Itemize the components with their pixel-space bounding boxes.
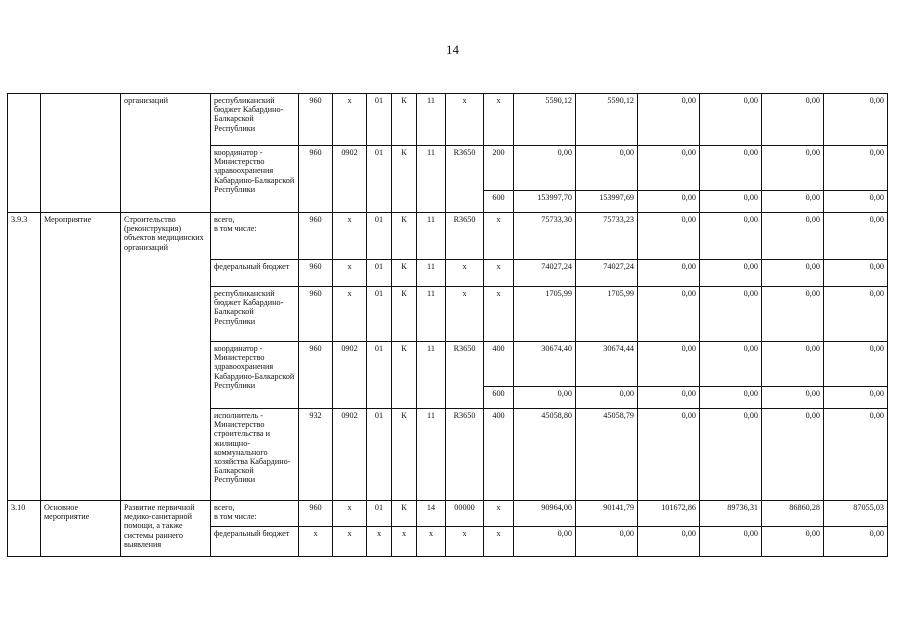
nr-cell: x bbox=[446, 287, 484, 342]
value-cell-v6: 0,00 bbox=[824, 260, 888, 287]
vr-cell: 400 bbox=[484, 409, 514, 501]
value-cell-v1: 30674,40 bbox=[514, 342, 576, 387]
value-cell-v1: 75733,30 bbox=[514, 213, 576, 260]
value-cell-v2: 1705,99 bbox=[576, 287, 638, 342]
participant-cell: республиканский бюджет Кабардино-Балкарской Республики bbox=[211, 94, 299, 146]
value-cell-v2: 45058,79 bbox=[576, 409, 638, 501]
row-number-cell: 3.9.3 bbox=[8, 213, 41, 501]
gp-cell: 01 bbox=[367, 287, 392, 342]
grbs-cell: 960 bbox=[299, 501, 333, 527]
participant-cell: координатор - Министерство здравоохранения Кабардино-Балкарской Республики bbox=[211, 146, 299, 213]
value-cell-v2: 5590,12 bbox=[576, 94, 638, 146]
grbs-cell: 960 bbox=[299, 146, 333, 213]
value-cell-v3: 0,00 bbox=[638, 409, 700, 501]
table-row bbox=[8, 213, 888, 260]
row-number-cell bbox=[8, 94, 41, 213]
vr-cell: 200 bbox=[484, 146, 514, 191]
value-cell-v6: 87055,03 bbox=[824, 501, 888, 527]
gp-cell: 01 bbox=[367, 501, 392, 527]
om-cell: 11 bbox=[417, 260, 446, 287]
value-cell-v6: 0,00 bbox=[824, 342, 888, 387]
nr-cell: x bbox=[446, 260, 484, 287]
row-number-cell: 3.10 bbox=[8, 501, 41, 557]
value-cell-v1: 45058,80 bbox=[514, 409, 576, 501]
value-cell-v4: 0,00 bbox=[700, 213, 762, 260]
value-cell-v5: 0,00 bbox=[762, 527, 824, 557]
value-cell-v5: 0,00 bbox=[762, 260, 824, 287]
nr-cell: R3650 bbox=[446, 409, 484, 501]
pgp-cell: К bbox=[392, 146, 417, 213]
om-cell: x bbox=[417, 527, 446, 557]
pgp-cell: К bbox=[392, 213, 417, 260]
value-cell-v6: 0,00 bbox=[824, 191, 888, 213]
om-cell: 11 bbox=[417, 342, 446, 409]
grbs-cell: 960 bbox=[299, 342, 333, 409]
value-cell-v3: 0,00 bbox=[638, 94, 700, 146]
value-cell-v3: 0,00 bbox=[638, 527, 700, 557]
value-cell-v4: 0,00 bbox=[700, 260, 762, 287]
pgp-cell: К bbox=[392, 94, 417, 146]
om-cell: 11 bbox=[417, 409, 446, 501]
pgp-cell: К bbox=[392, 260, 417, 287]
row-type-cell: Основное мероприятие bbox=[41, 501, 121, 557]
value-cell-v4: 89736,31 bbox=[700, 501, 762, 527]
gp-cell: 01 bbox=[367, 260, 392, 287]
gp-cell: 01 bbox=[367, 213, 392, 260]
om-cell: 11 bbox=[417, 287, 446, 342]
participant-cell: федеральный бюджет bbox=[211, 527, 299, 557]
rz-cell: x bbox=[333, 287, 367, 342]
value-cell-v2: 90141,79 bbox=[576, 501, 638, 527]
row-type-cell bbox=[41, 94, 121, 213]
om-cell: 11 bbox=[417, 146, 446, 213]
table-row bbox=[8, 501, 888, 527]
value-cell-v5: 0,00 bbox=[762, 342, 824, 387]
grbs-cell: 960 bbox=[299, 94, 333, 146]
value-cell-v6: 0,00 bbox=[824, 527, 888, 557]
om-cell: 11 bbox=[417, 213, 446, 260]
nr-cell: x bbox=[446, 527, 484, 557]
value-cell-v1: 90964,00 bbox=[514, 501, 576, 527]
value-cell-v3: 0,00 bbox=[638, 213, 700, 260]
participant-cell: республиканский бюджет Кабардино-Балкарской Республики bbox=[211, 287, 299, 342]
rz-cell: 0902 bbox=[333, 146, 367, 213]
value-cell-v4: 0,00 bbox=[700, 527, 762, 557]
om-cell: 14 bbox=[417, 501, 446, 527]
rz-cell: x bbox=[333, 501, 367, 527]
om-cell: 11 bbox=[417, 94, 446, 146]
page-number: 14 bbox=[446, 42, 459, 57]
value-cell-v2: 30674,44 bbox=[576, 342, 638, 387]
value-cell-v5: 0,00 bbox=[762, 94, 824, 146]
pgp-cell: К bbox=[392, 409, 417, 501]
vr-cell: x bbox=[484, 94, 514, 146]
value-cell-v4: 0,00 bbox=[700, 409, 762, 501]
value-cell-v6: 0,00 bbox=[824, 213, 888, 260]
value-cell-v3: 0,00 bbox=[638, 146, 700, 191]
value-cell-v6: 0,00 bbox=[824, 146, 888, 191]
value-cell-v3: 0,00 bbox=[638, 387, 700, 409]
value-cell-v1: 74027,24 bbox=[514, 260, 576, 287]
value-cell-v5: 0,00 bbox=[762, 409, 824, 501]
vr-cell: x bbox=[484, 213, 514, 260]
value-cell-v1: 0,00 bbox=[514, 387, 576, 409]
participant-cell: всего, в том числе: bbox=[211, 213, 299, 260]
row-name-cell: Строительство (реконструкция) объектов медицинских организаций bbox=[121, 213, 211, 501]
value-cell-v1: 0,00 bbox=[514, 527, 576, 557]
participant-cell: координатор - Министерство здравоохранения Кабардино-Балкарской Республики bbox=[211, 342, 299, 409]
value-cell-v4: 0,00 bbox=[700, 387, 762, 409]
value-cell-v4: 0,00 bbox=[700, 146, 762, 191]
value-cell-v2: 153997,69 bbox=[576, 191, 638, 213]
rz-cell: x bbox=[333, 94, 367, 146]
grbs-cell: 960 bbox=[299, 287, 333, 342]
value-cell-v6: 0,00 bbox=[824, 94, 888, 146]
gp-cell: 01 bbox=[367, 409, 392, 501]
value-cell-v2: 0,00 bbox=[576, 387, 638, 409]
gp-cell: x bbox=[367, 527, 392, 557]
vr-cell: 600 bbox=[484, 191, 514, 213]
budget-table-body bbox=[8, 94, 888, 557]
value-cell-v5: 0,00 bbox=[762, 213, 824, 260]
participant-cell: всего, в том числе: bbox=[211, 501, 299, 527]
nr-cell: R3650 bbox=[446, 342, 484, 409]
value-cell-v6: 0,00 bbox=[824, 387, 888, 409]
value-cell-v5: 0,00 bbox=[762, 191, 824, 213]
value-cell-v6: 0,00 bbox=[824, 287, 888, 342]
row-name-cell: организаций bbox=[121, 94, 211, 213]
vr-cell: x bbox=[484, 287, 514, 342]
value-cell-v3: 0,00 bbox=[638, 260, 700, 287]
pgp-cell: К bbox=[392, 501, 417, 527]
vr-cell: x bbox=[484, 527, 514, 557]
rz-cell: x bbox=[333, 260, 367, 287]
participant-cell: федеральный бюджет bbox=[211, 260, 299, 287]
value-cell-v5: 86860,28 bbox=[762, 501, 824, 527]
vr-cell: x bbox=[484, 501, 514, 527]
row-type-cell: Мероприятие bbox=[41, 213, 121, 501]
row-name-cell: Развитие первичной медико-санитарной помощи, а также системы раннего выявления bbox=[121, 501, 211, 557]
gp-cell: 01 bbox=[367, 342, 392, 409]
rz-cell: 0902 bbox=[333, 409, 367, 501]
value-cell-v3: 101672,86 bbox=[638, 501, 700, 527]
nr-cell: R3650 bbox=[446, 213, 484, 260]
value-cell-v5: 0,00 bbox=[762, 387, 824, 409]
value-cell-v3: 0,00 bbox=[638, 342, 700, 387]
budget-table bbox=[7, 93, 888, 557]
value-cell-v4: 0,00 bbox=[700, 342, 762, 387]
rz-cell: 0902 bbox=[333, 342, 367, 409]
value-cell-v2: 75733,23 bbox=[576, 213, 638, 260]
nr-cell: 00000 bbox=[446, 501, 484, 527]
grbs-cell: 932 bbox=[299, 409, 333, 501]
rz-cell: x bbox=[333, 527, 367, 557]
value-cell-v2: 0,00 bbox=[576, 146, 638, 191]
grbs-cell: x bbox=[299, 527, 333, 557]
value-cell-v4: 0,00 bbox=[700, 191, 762, 213]
value-cell-v2: 0,00 bbox=[576, 527, 638, 557]
value-cell-v3: 0,00 bbox=[638, 287, 700, 342]
value-cell-v6: 0,00 bbox=[824, 409, 888, 501]
gp-cell: 01 bbox=[367, 146, 392, 213]
pgp-cell: К bbox=[392, 287, 417, 342]
vr-cell: 400 bbox=[484, 342, 514, 387]
value-cell-v1: 0,00 bbox=[514, 146, 576, 191]
nr-cell: R3650 bbox=[446, 146, 484, 213]
nr-cell: x bbox=[446, 94, 484, 146]
value-cell-v2: 74027,24 bbox=[576, 260, 638, 287]
vr-cell: 600 bbox=[484, 387, 514, 409]
participant-cell: исполнитель - Министерство строительства и жилищно-коммунального хозяйства Кабардино-Балкарской Республики bbox=[211, 409, 299, 501]
grbs-cell: 960 bbox=[299, 260, 333, 287]
value-cell-v5: 0,00 bbox=[762, 146, 824, 191]
value-cell-v1: 5590,12 bbox=[514, 94, 576, 146]
value-cell-v4: 0,00 bbox=[700, 94, 762, 146]
gp-cell: 01 bbox=[367, 94, 392, 146]
value-cell-v1: 1705,99 bbox=[514, 287, 576, 342]
pgp-cell: x bbox=[392, 527, 417, 557]
value-cell-v3: 0,00 bbox=[638, 191, 700, 213]
rz-cell: x bbox=[333, 213, 367, 260]
vr-cell: x bbox=[484, 260, 514, 287]
value-cell-v4: 0,00 bbox=[700, 287, 762, 342]
pgp-cell: К bbox=[392, 342, 417, 409]
grbs-cell: 960 bbox=[299, 213, 333, 260]
value-cell-v5: 0,00 bbox=[762, 287, 824, 342]
value-cell-v1: 153997,70 bbox=[514, 191, 576, 213]
table-row bbox=[8, 94, 888, 146]
